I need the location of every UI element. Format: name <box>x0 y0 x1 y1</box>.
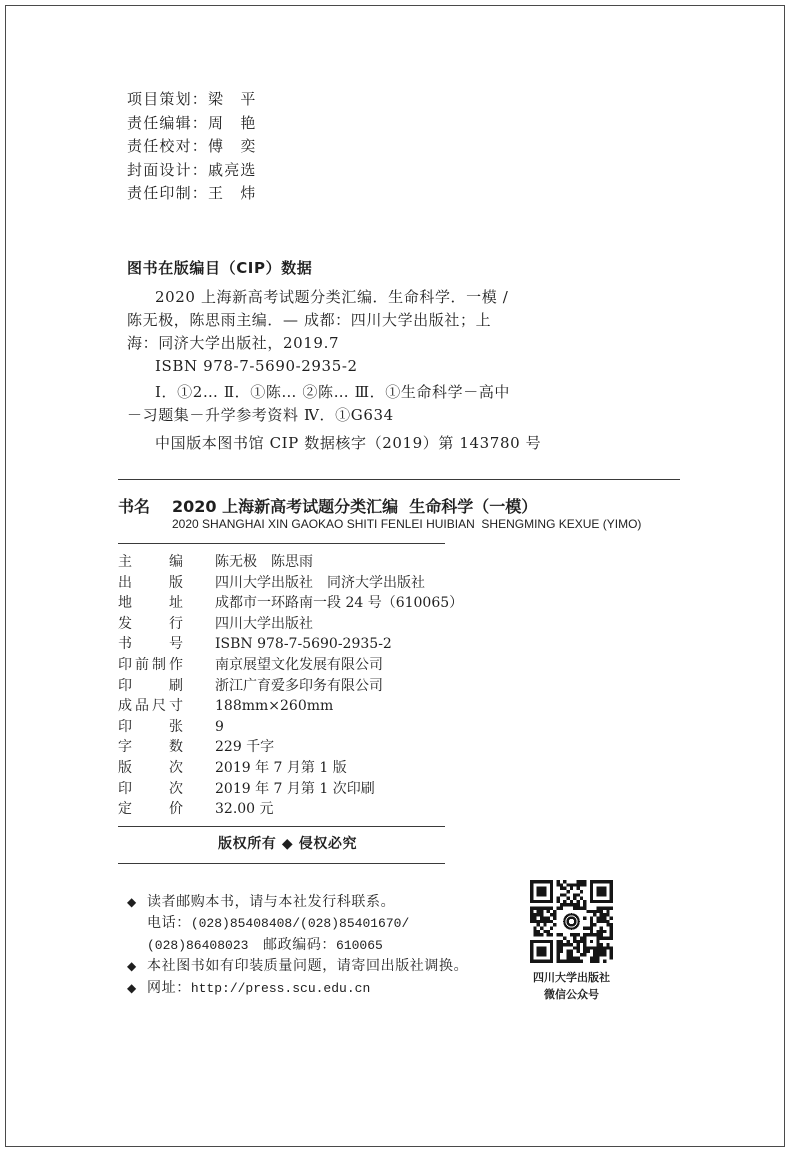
detail-label: 主 编 <box>118 554 186 570</box>
qr-caption <box>522 969 621 1003</box>
staff-role-label: 项目策划： <box>127 90 209 108</box>
website-label: 网址： <box>147 979 191 996</box>
divider-rule <box>118 543 445 544</box>
detail-row-printed-sheets <box>118 717 463 738</box>
detail-row-edition <box>118 758 463 779</box>
detail-label: 印 次 <box>118 780 186 797</box>
phone-numbers: (028)85408408/(028)85401670/ <box>190 916 410 932</box>
detail-value: 浙江广育爱多印务有限公司 <box>215 677 383 694</box>
notice-mail-order <box>127 892 468 913</box>
notice-website <box>127 978 468 999</box>
detail-label: 书 号 <box>118 636 186 653</box>
detail-value: 成都市一环路南一段 24 号（610065） <box>215 595 464 612</box>
detail-row-price <box>118 799 463 820</box>
staff-row-proofreader <box>127 135 257 159</box>
notice-phone-postcode <box>127 935 468 956</box>
phone-label: 电话： <box>147 915 191 932</box>
staff-role-label: 责任校对： <box>127 137 209 155</box>
detail-row-address <box>118 593 463 614</box>
detail-row-trim-size <box>118 696 463 717</box>
detail-value: 188mm×260mm <box>215 698 334 715</box>
detail-row-impression <box>118 779 463 800</box>
detail-value: 四川大学出版社 <box>215 615 313 632</box>
diamond-bullet-icon: ◆ <box>127 980 137 995</box>
detail-value: 2019 年 7 月第 1 次印刷 <box>215 780 375 797</box>
detail-value: ISBN 978-7-5690-2935-2 <box>215 636 392 653</box>
qr-caption-publisher: 四川大学出版社 <box>533 971 610 984</box>
detail-label: 版 次 <box>118 759 186 776</box>
detail-label: 定 价 <box>118 801 186 818</box>
cip-entry-isbn: ISBN 978-7-5690-2935-2 <box>155 357 358 375</box>
staff-row-cover-designer <box>127 159 257 183</box>
detail-row-distributor <box>118 614 463 635</box>
detail-value: 陈无极 陈思雨 <box>215 554 313 570</box>
cip-heading: 图书在版编目（CIP）数据 <box>127 259 313 277</box>
divider-rule <box>118 863 445 864</box>
staff-name: 王 炜 <box>208 184 257 202</box>
notice-text: 本社图书如有印装质量问题，请寄回出版社调换。 <box>147 958 469 975</box>
detail-value: 32.00 元 <box>215 801 274 818</box>
staff-name: 周 艳 <box>208 113 257 132</box>
cip-classification-line: －习题集－升学参考资料 Ⅳ．①G634 <box>127 406 394 424</box>
detail-label: 印 刷 <box>118 677 186 694</box>
cip-classification <box>127 381 510 427</box>
cip-entry-line: 海：同济大学出版社，2019.7 <box>127 334 340 352</box>
website-url: http://press.scu.edu.cn <box>190 980 371 996</box>
notice-phone <box>127 913 468 934</box>
qr-code-wrapper <box>530 880 613 963</box>
notice-text: 读者邮购本书，请与本社发行科联系。 <box>147 894 396 910</box>
detail-label: 发 行 <box>118 615 186 632</box>
divider-rule <box>118 479 680 480</box>
detail-row-prepress <box>118 655 463 676</box>
diamond-bullet-icon: ◆ <box>127 959 137 974</box>
detail-row-chief-editors <box>118 552 463 573</box>
detail-row-word-count <box>118 737 463 758</box>
copyright-notice: 版权所有 ◆ 侵权必究 <box>218 836 358 852</box>
divider-rule <box>118 826 445 827</box>
detail-row-isbn <box>118 634 463 655</box>
book-title: 2020 上海新高考试题分类汇编 生命科学（一模） <box>172 497 538 516</box>
postcode: 610065 <box>336 937 383 953</box>
staff-row-print-supervisor <box>127 182 257 206</box>
staff-role-label: 封面设计： <box>127 160 209 179</box>
staff-credits <box>127 88 257 206</box>
detail-label: 字 数 <box>118 739 186 756</box>
cip-classification-line: Ⅰ．①2… Ⅱ．①陈… ②陈… Ⅲ．①生命科学－高中 <box>155 383 511 401</box>
qr-logo-center <box>569 919 574 924</box>
notice-defect-return <box>127 956 468 977</box>
book-title-label: 书名 <box>118 497 151 516</box>
cip-record-number: 中国版本图书馆 CIP 数据核字（2019）第 143780 号 <box>155 434 542 452</box>
reader-notices <box>127 892 468 999</box>
cip-entry-line: 陈无极，陈思雨主编．— 成都：四川大学出版社；上 <box>127 311 492 329</box>
detail-row-publisher <box>118 573 463 594</box>
detail-value: 229 千字 <box>215 739 275 756</box>
staff-row-project-planner <box>127 88 257 112</box>
qr-finder-top-right-core <box>596 887 606 897</box>
detail-value: 2019 年 7 月第 1 版 <box>215 759 347 776</box>
detail-row-printer <box>118 676 463 697</box>
phone-number: (028)86408023 <box>147 937 249 953</box>
book-title-pinyin: 2020 SHANGHAI XIN GAOKAO SHITI FENLEI HUIBIAN SHENGMING KEXUE (YIMO) <box>172 517 642 531</box>
qr-alignment-core <box>590 940 593 943</box>
qr-caption-wechat: 微信公众号 <box>544 988 599 1001</box>
cip-entry-line: 2020 上海新高考试题分类汇编．生命科学．一模 / <box>155 288 509 306</box>
staff-name: 傅 奕 <box>208 137 257 155</box>
detail-label: 出 版 <box>118 574 186 591</box>
cip-record <box>127 432 541 455</box>
staff-role-label: 责任编辑： <box>127 113 209 132</box>
cip-entry <box>127 286 508 378</box>
staff-role-label: 责任印制： <box>127 184 209 202</box>
detail-label: 地 址 <box>118 595 186 612</box>
detail-value: 四川大学出版社 同济大学出版社 <box>215 574 425 591</box>
qr-finder-bottom-left-core <box>537 946 547 956</box>
detail-label: 印前制作 <box>118 656 186 673</box>
postcode-label: 邮政编码： <box>248 936 337 953</box>
diamond-bullet-icon: ◆ <box>127 895 137 909</box>
qr-code <box>530 880 613 963</box>
qr-finder-top-left-core <box>537 887 547 897</box>
publication-details <box>118 552 463 820</box>
detail-label: 印 张 <box>118 718 186 735</box>
detail-value: 南京展望文化发展有限公司 <box>215 656 383 673</box>
staff-row-editor <box>127 112 257 136</box>
staff-name: 梁 平 <box>208 90 257 108</box>
detail-label: 成品尺寸 <box>118 698 186 715</box>
staff-name: 戚亮选 <box>208 160 257 179</box>
detail-value: 9 <box>215 718 224 735</box>
